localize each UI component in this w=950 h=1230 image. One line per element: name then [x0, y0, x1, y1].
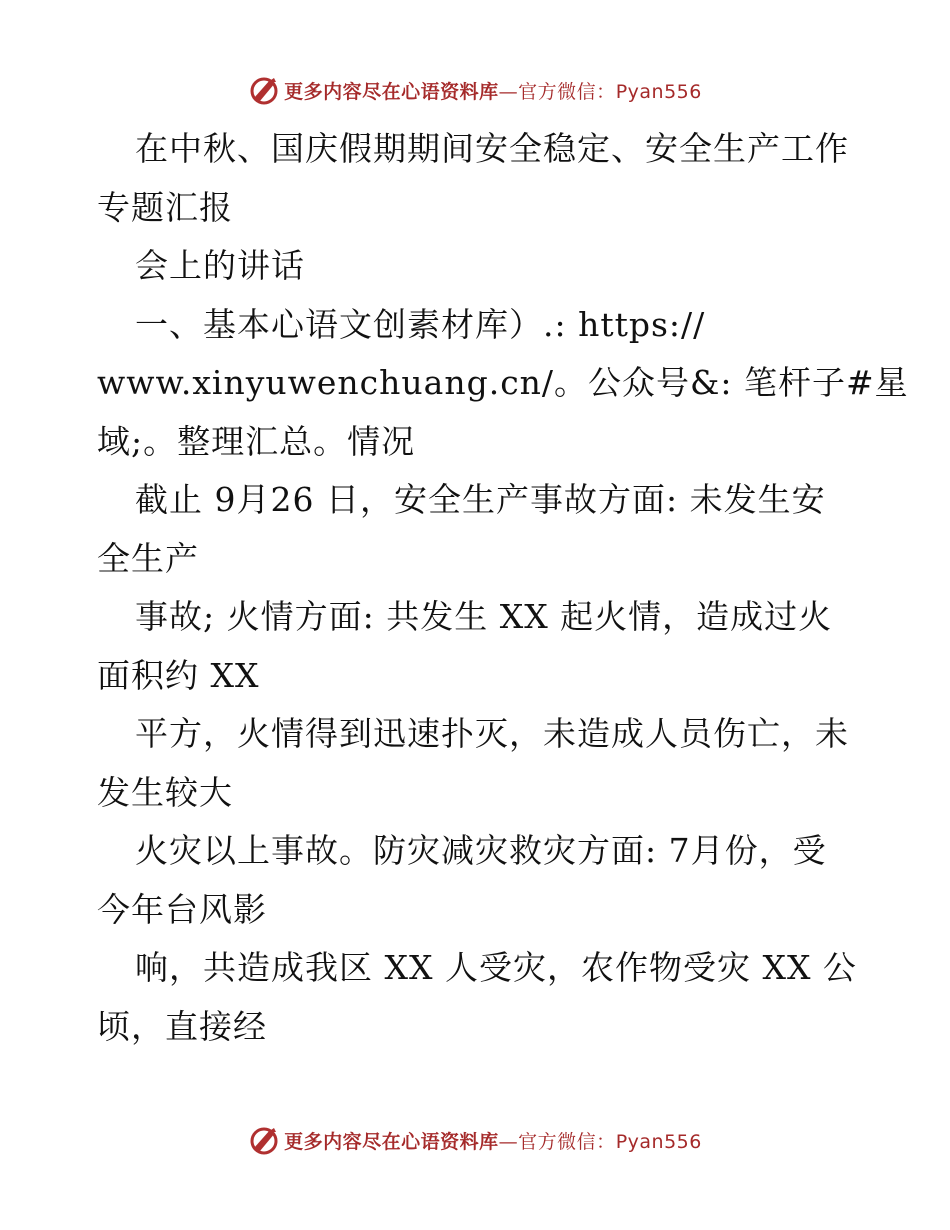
banner-dash: —: [498, 80, 519, 103]
body-line: 顷，直接经: [97, 1006, 267, 1046]
body-line: 域;。整理汇总。情况: [97, 421, 416, 461]
banner-wechat-id: Pyan556: [615, 80, 702, 103]
body-line: 面积约 XX: [97, 655, 260, 695]
body-line: 会上的讲话: [135, 246, 305, 285]
banner-text: [284, 77, 702, 104]
footer-banner: [0, 1120, 950, 1160]
body-line: 一、基本心语文创素材库）.: https://: [135, 304, 706, 344]
body-line: 专题汇报: [97, 187, 233, 227]
banner-official-text: 官方微信：: [518, 80, 616, 103]
pen-circle-logo-icon: [248, 74, 280, 106]
body-line: 平方，火情得到迅速扑灭，未造成人员伤亡，未: [135, 714, 849, 753]
body-line: 响，共造成我区 XX 人受灾，农作物受灾 XX 公: [135, 948, 857, 987]
pen-circle-logo-icon: [248, 1124, 280, 1156]
banner-dash: —: [498, 1130, 519, 1153]
banner-official-text: 官方微信：: [518, 1130, 616, 1153]
body-line: 截止 9月26 日，安全生产事故方面: 未发生安: [135, 480, 826, 519]
body-line: 全生产: [97, 538, 199, 578]
banner-main-text: 更多内容尽在心语资料库: [284, 80, 499, 103]
body-line: www.xinyuwenchuang.cn/。公众号&: 笔杆子#星: [97, 363, 909, 402]
body-line: 发生较大: [97, 772, 233, 812]
body-line: 在中秋、国庆假期期间安全稳定、安全生产工作: [135, 129, 849, 168]
banner-text: [284, 1127, 702, 1154]
banner-wechat-id: Pyan556: [615, 1130, 702, 1153]
banner-main-text: 更多内容尽在心语资料库: [284, 1130, 499, 1153]
body-line: 事故; 火情方面: 共发生 XX 起火情，造成过火: [135, 597, 833, 636]
body-line: 今年台风影: [97, 889, 267, 929]
header-banner: [0, 70, 950, 110]
document-body: [97, 120, 909, 1056]
body-line: 火灾以上事故。防灾减灾救灾方面: 7月份，受: [135, 831, 827, 870]
